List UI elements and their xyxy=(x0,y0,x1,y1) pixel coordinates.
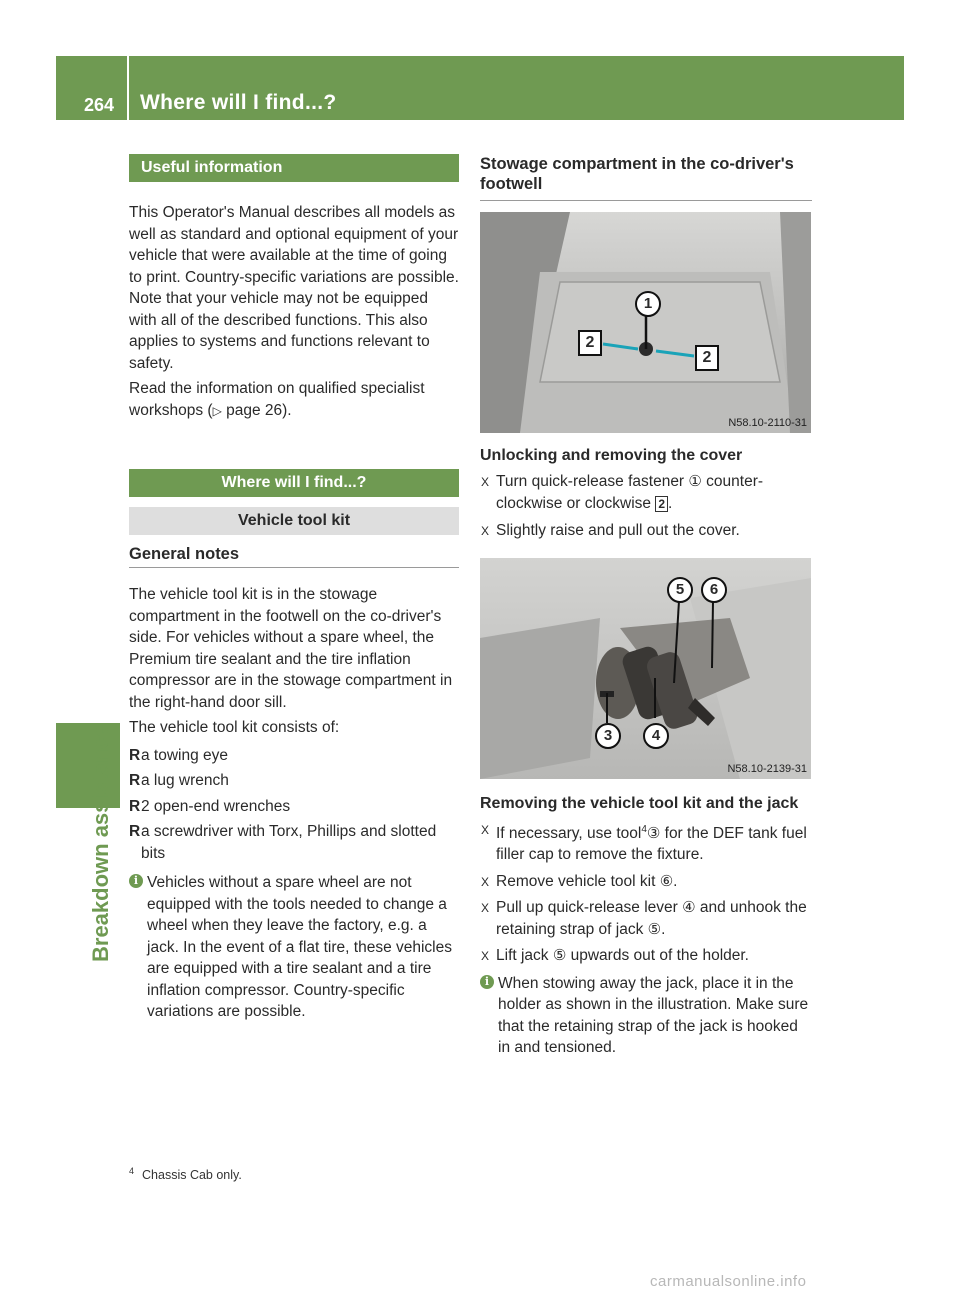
callout-label: 2 xyxy=(702,349,712,366)
useful-info-para2 xyxy=(129,378,459,422)
ref-3: ③ xyxy=(646,824,661,842)
list-item xyxy=(129,796,459,818)
ref-5: ⑤ xyxy=(552,947,567,965)
step-arrow-icon: X xyxy=(481,475,490,489)
list-item-text: a lug wrench xyxy=(141,772,229,789)
info-note xyxy=(129,872,459,1023)
step-arrow-icon: X xyxy=(481,901,490,916)
para-text: Read the information on qualified specialist workshops ( xyxy=(129,380,425,419)
callout-4 xyxy=(643,723,669,749)
ref-5: ⑤ xyxy=(647,920,662,938)
footnote-text: Chassis Cab only. xyxy=(142,1168,242,1183)
step-text: Lift jack xyxy=(496,947,553,965)
bullet-icon: R xyxy=(129,772,141,789)
remove-heading: Removing the vehicle tool kit and the jack xyxy=(480,794,799,812)
bullet-icon: R xyxy=(129,746,141,764)
step-text: Turn quick-release fastener xyxy=(496,473,689,490)
list-item xyxy=(129,745,459,767)
list-item-text: 2 open-end wrenches xyxy=(141,797,291,815)
unlock-heading: Unlocking and removing the cover xyxy=(480,447,743,464)
tool-kit-location-para: The vehicle tool kit is in the stowage compartment in the footwell on the co-driver's side. For vehicles without a spare wheel, the Premium tire sealant and the tire inflation compressor are in the stowage compartment in the right-hand door sill. xyxy=(129,586,453,711)
page-ref-arrow-icon: ▷ xyxy=(212,403,222,418)
footnote-ref[interactable]: 4 xyxy=(641,823,647,835)
unlock-step-1 xyxy=(480,471,812,515)
useful-info-para1: This Operator's Manual describes all models as well as standard and optional equipment of your vehicle that were available at the time of going to print. Country-specific variations are possible. Note that your vehicle may not be equipped with all of the described functions. This also applies to systems and functions relevant to safety. xyxy=(129,204,459,372)
callout-label: 5 xyxy=(675,580,685,598)
step-text: counter-clockwise or clockwise xyxy=(496,473,764,512)
callout-5 xyxy=(667,577,693,603)
ref-1: ① xyxy=(688,473,702,490)
callout-1 xyxy=(635,291,661,317)
photo-code: N58.10-2110-31 xyxy=(728,417,807,429)
photo-code: N58.10-2139-31 xyxy=(727,762,807,775)
step-arrow-icon: X xyxy=(481,822,490,837)
callout-label: 2 xyxy=(585,334,595,351)
step-arrow-icon: X xyxy=(481,524,490,538)
bullet-icon: R xyxy=(129,797,141,815)
tool-kit-jack-photo xyxy=(480,558,811,779)
remove-step-4 xyxy=(480,945,812,967)
callout-label: 4 xyxy=(651,726,661,744)
tool-kit-list xyxy=(129,745,459,865)
info-note-text: Vehicles without a spare wheel are not equipped with the tools needed to change a wheel when they leave the factory, e.g. a jack. In the event of a flat tire, these vehicles are equipped with a tire sealant and a tire inflation compressor. Country-specific variations are possible. xyxy=(147,874,452,1020)
footnote-number: 4 xyxy=(129,1166,135,1176)
info-note xyxy=(480,973,812,1059)
step-arrow-icon: X xyxy=(481,949,490,964)
subsection-title: Vehicle tool kit xyxy=(129,507,459,535)
stowage-cover-illustration xyxy=(480,212,811,433)
callout-2-right xyxy=(695,345,719,371)
step-text: Pull up quick-release lever xyxy=(496,899,683,917)
callout-6 xyxy=(701,577,727,603)
step-text: . xyxy=(661,920,666,938)
info-icon: i xyxy=(129,874,143,888)
unlock-step-2 xyxy=(480,520,812,542)
list-item-text: a screwdriver with Torx, Phillips and slotted bits xyxy=(141,823,437,862)
callout-3 xyxy=(595,723,621,749)
ref-2: 2 xyxy=(655,496,668,512)
info-icon: i xyxy=(480,975,494,989)
step-text: . xyxy=(673,872,678,890)
list-item xyxy=(129,770,459,792)
step-arrow-icon: X xyxy=(481,874,490,889)
general-notes-heading: General notes xyxy=(129,545,459,568)
ref-6: ⑥ xyxy=(659,872,674,890)
header-divider xyxy=(127,56,129,120)
step-text: Slightly raise and pull out the cover. xyxy=(496,522,740,539)
watermark: carmanualsonline.info xyxy=(650,1273,807,1290)
callout-label: 3 xyxy=(603,726,613,744)
bullet-icon: R xyxy=(129,823,141,840)
remove-step-3 xyxy=(480,897,812,940)
tool-kit-jack-illustration xyxy=(480,558,811,779)
page-number: 264 xyxy=(84,95,115,115)
section-title: Where will I find...? xyxy=(129,469,459,497)
step-text: and unhook the retaining strap of jack xyxy=(496,899,807,938)
remove-step-1 xyxy=(480,819,812,866)
remove-step-2 xyxy=(480,871,812,893)
header-title: Where will I find...? xyxy=(140,91,337,114)
callout-label: 1 xyxy=(643,295,653,312)
side-label-text: Breakdown assistance xyxy=(88,725,113,963)
footnote xyxy=(129,1166,242,1182)
step-text: upwards out of the holder. xyxy=(566,947,749,965)
ref-4: ④ xyxy=(682,899,696,917)
info-note-text: When stowing away the jack, place it in the holder as shown in the illustration. Make sure that the retaining strap of the jack is hooked in and tensioned. xyxy=(498,974,809,1057)
step-text: . xyxy=(668,494,673,512)
step-text: If necessary, use tool xyxy=(496,824,642,842)
stowage-cover-photo xyxy=(480,212,811,433)
left-column xyxy=(129,154,459,1023)
tool-kit-consists-para: The vehicle tool kit consists of: xyxy=(129,719,340,736)
list-item xyxy=(129,821,459,864)
callout-label: 6 xyxy=(709,580,719,598)
step-text: for the DEF tank fuel filler cap to remove the fixture. xyxy=(496,824,807,864)
useful-info-title: Useful information xyxy=(129,154,459,182)
callout-2-left xyxy=(578,330,602,356)
stowage-title: Stowage compartment in the co-driver's footwell xyxy=(480,154,812,201)
page-ref-link[interactable]: page 26). xyxy=(221,401,292,419)
right-column xyxy=(480,154,812,1059)
list-item-text: a towing eye xyxy=(141,746,229,764)
step-text: Remove vehicle tool kit xyxy=(496,872,660,890)
